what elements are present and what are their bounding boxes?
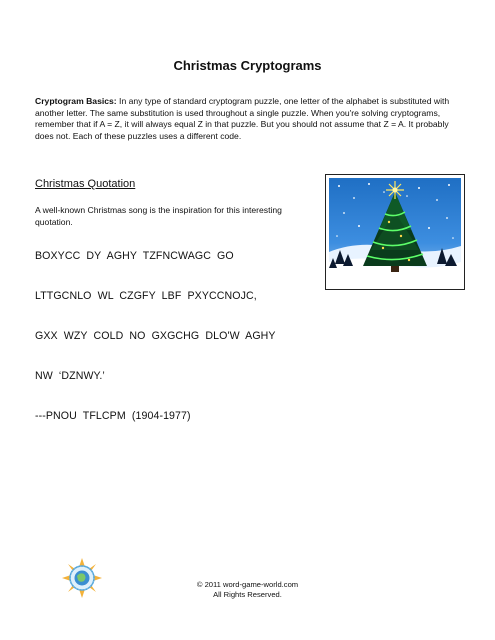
cipher-line-1: BOXYCC DY AGHY TZFNCWAGC GO <box>35 250 234 262</box>
section-heading: Christmas Quotation <box>35 178 136 190</box>
cipher-line-3: GXX WZY COLD NO GXGCHG DLO'W AGHY <box>35 330 276 342</box>
christmas-tree-icon <box>329 178 461 286</box>
footer-rights: All Rights Reserved. <box>213 590 282 599</box>
intro-label: Cryptogram Basics: <box>35 96 117 106</box>
cipher-line-5: ---PNOU TFLCPM (1904-1977) <box>35 410 191 422</box>
cipher-line-4: NW ‘DZNWY.’ <box>35 370 105 382</box>
intro-text: In any type of standard cryptogram puzzle, one letter of the alphabet is substituted with another letter. The same substitution is used throughout a single puzzle. When you're solving cryptograms, remember that if A = Z, it will always equal Z in that puzzle. But you should not assume that Z = A. It probably does not. Each of these puzzles uses a different code. <box>35 96 450 141</box>
footer <box>0 580 495 600</box>
christmas-tree-illustration <box>325 174 465 290</box>
footer-copyright: © 2011 word-game-world.com <box>196 580 299 589</box>
puzzle-hint: A well-known Christmas song is the inspiration for this interesting quotation. <box>35 205 282 227</box>
intro-paragraph <box>35 96 455 142</box>
cipher-line-2: LTTGCNLO WL CZGFY LBF PXYCCNOJC, <box>35 290 257 302</box>
page-title: Christmas Cryptograms <box>173 58 322 73</box>
